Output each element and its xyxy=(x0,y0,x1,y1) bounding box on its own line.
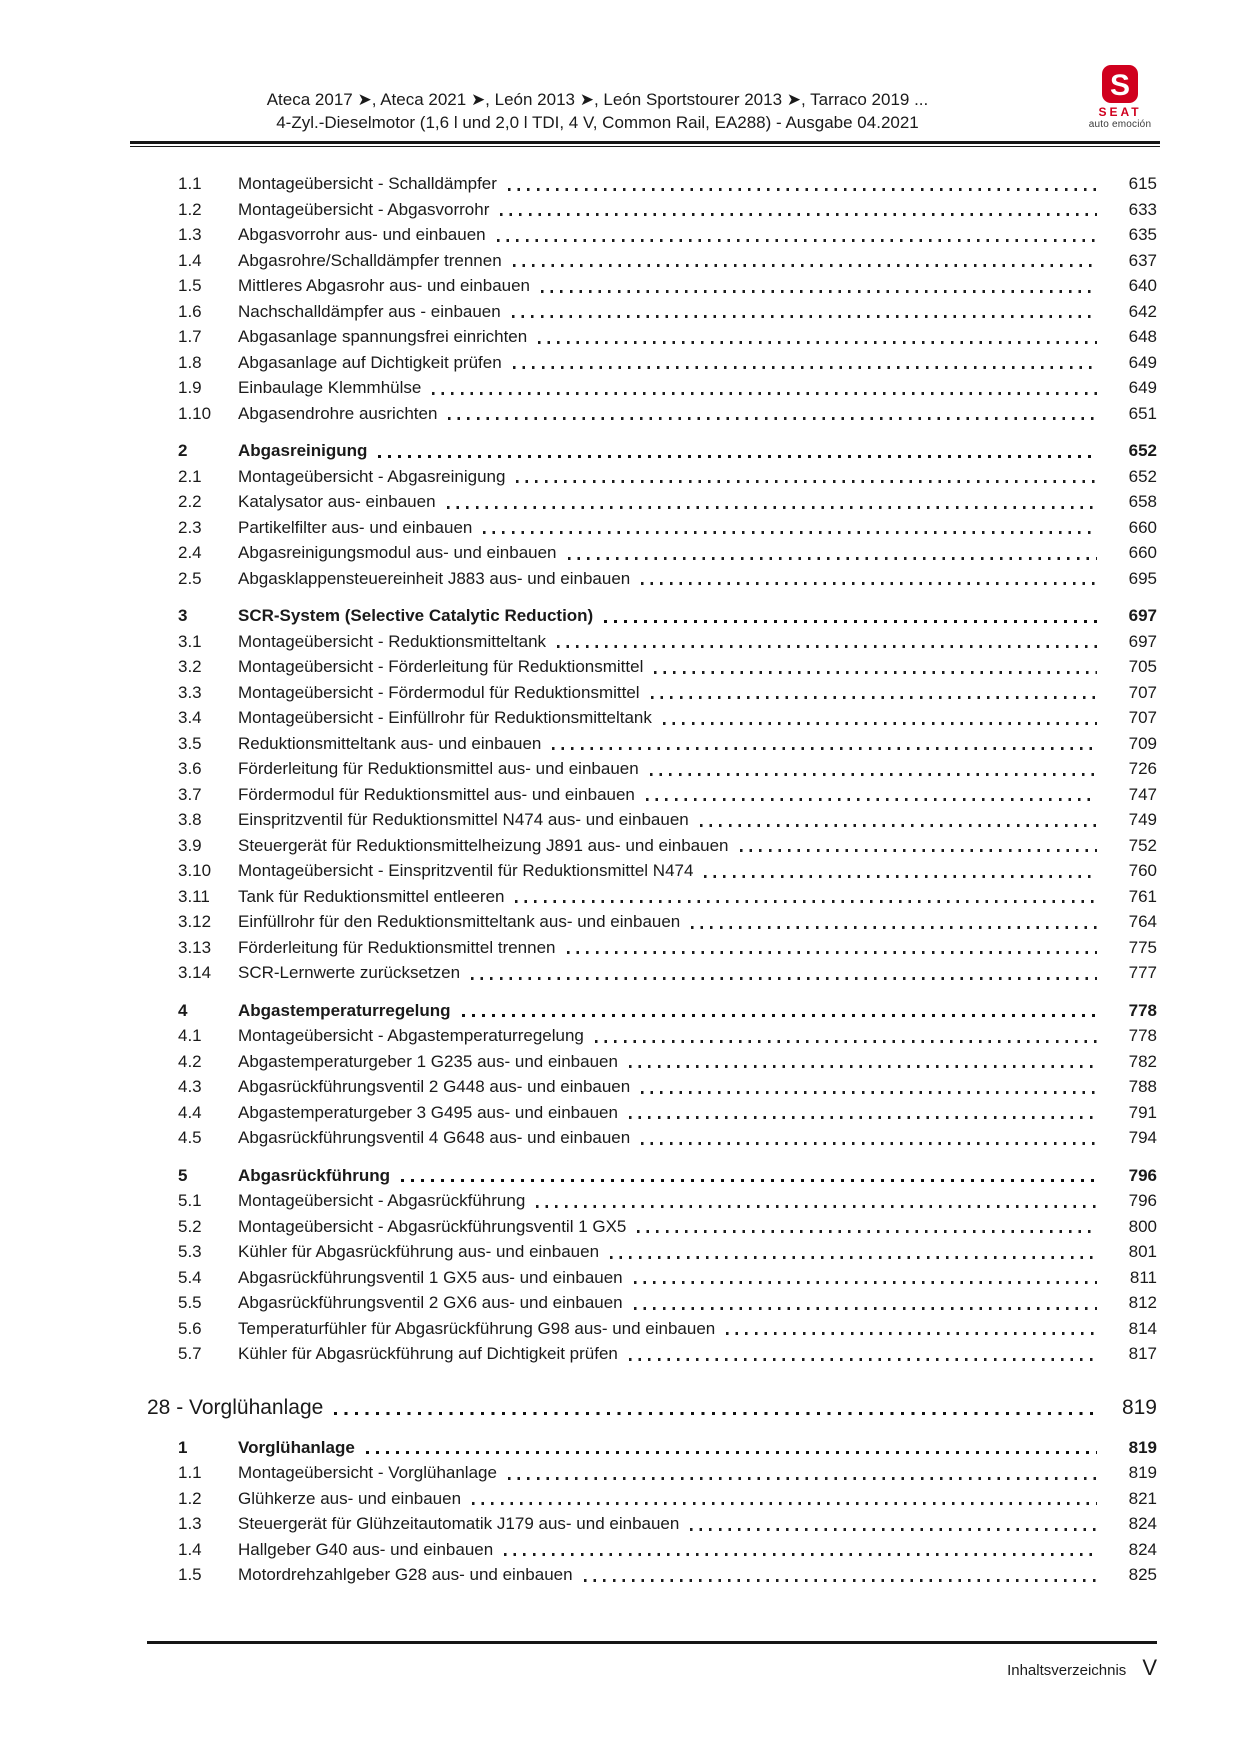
toc-row xyxy=(147,680,1157,706)
toc-leader-dots xyxy=(604,620,1097,623)
toc-entry-title: Reduktionsmitteltank aus- und einbauen xyxy=(238,733,542,753)
toc-row xyxy=(147,438,1157,464)
toc-row xyxy=(147,197,1157,223)
toc-leader-dots xyxy=(557,645,1097,648)
toc-entry-number: 4.2 xyxy=(178,1051,202,1071)
toc-entry-number: 1.6 xyxy=(178,301,202,321)
toc-row xyxy=(147,1435,1157,1461)
toc-entry-page: 697 xyxy=(1128,631,1157,651)
toc-entry-title: Fördermodul für Reduktionsmittel aus- und einbauen xyxy=(238,784,635,804)
toc-row xyxy=(147,1265,1157,1291)
toc-entry-page: 615 xyxy=(1128,174,1157,193)
toc-entry-title: Montageübersicht - Reduktionsmitteltank xyxy=(238,631,547,651)
toc-entry-page: 777 xyxy=(1128,963,1157,982)
toc-entry-page: 819 xyxy=(1121,1395,1157,1419)
toc-entry-page: 649 xyxy=(1128,378,1157,397)
toc-entry-title: Steuergerät für Reduktionsmittelheizung J891 aus- und einbauen xyxy=(238,835,729,855)
toc-row xyxy=(147,515,1157,541)
toc-row xyxy=(147,299,1157,325)
toc-leader-dots xyxy=(641,582,1097,585)
toc-entry-page: 782 xyxy=(1128,1051,1157,1071)
toc-entry-number: 5.2 xyxy=(178,1216,202,1236)
toc-entry-number: 1.4 xyxy=(178,1539,202,1559)
toc-leader-dots xyxy=(447,506,1097,509)
toc-entry-number: 1.2 xyxy=(178,199,202,219)
toc-entry-page: 695 xyxy=(1128,568,1157,588)
toc-entry-page: 778 xyxy=(1128,1026,1157,1045)
toc-entry-number: 1.3 xyxy=(178,225,202,244)
toc-leader-dots xyxy=(690,1528,1097,1531)
toc-entry-number: 4.3 xyxy=(178,1077,202,1096)
seat-slogan: auto emoción xyxy=(1088,119,1152,130)
toc-entry-number: 2.2 xyxy=(178,492,202,511)
toc-leader-dots xyxy=(508,1477,1097,1480)
toc-entry-title: Montageübersicht - Abgasreinigung xyxy=(238,466,506,486)
toc-leader-dots xyxy=(541,290,1097,293)
toc-entry-page: 649 xyxy=(1128,352,1157,372)
toc-entry-number: 4.4 xyxy=(178,1102,202,1122)
toc-leader-dots xyxy=(646,798,1097,801)
seat-emblem-icon xyxy=(1101,64,1139,104)
toc-row xyxy=(147,375,1157,401)
toc-leader-dots xyxy=(471,977,1097,980)
toc-entry-title: Katalysator aus- einbauen xyxy=(238,492,436,511)
toc-leader-dots xyxy=(641,1142,1097,1145)
toc-leader-dots xyxy=(448,417,1097,420)
toc-entry-page: 824 xyxy=(1128,1539,1157,1559)
toc-row xyxy=(147,1125,1157,1151)
toc-leader-dots xyxy=(567,951,1098,954)
toc-entry-page: 707 xyxy=(1128,708,1157,727)
toc-row xyxy=(147,909,1157,935)
footer-section-label: Inhaltsverzeichnis xyxy=(1007,1662,1127,1679)
toc-entry-page: 761 xyxy=(1128,886,1157,906)
toc-entry-number: 4.1 xyxy=(178,1026,202,1045)
toc-row xyxy=(147,464,1157,490)
toc-entry-title: SCR-System (Selective Catalytic Reduction) xyxy=(238,606,594,625)
toc-entry-title: Steuergerät für Glühzeitautomatik J179 aus- und einbauen xyxy=(238,1514,680,1533)
toc-entry-title: Montageübersicht - Einspritzventil für Reduktionsmittel N474 xyxy=(238,861,694,880)
toc-entry-number: 3.10 xyxy=(178,861,212,880)
toc-entry-title: Einbaulage Klemmhülse xyxy=(238,378,422,397)
toc-entry-title: Abgasanlage auf Dichtigkeit prüfen xyxy=(238,352,502,372)
toc-leader-dots xyxy=(432,392,1097,395)
toc-row xyxy=(147,1023,1157,1049)
toc-entry-page: 652 xyxy=(1128,466,1157,486)
toc-leader-dots xyxy=(663,722,1097,725)
toc-leader-dots xyxy=(500,213,1097,216)
toc-entry-number: 1.10 xyxy=(178,403,212,423)
toc-entry-page: 817 xyxy=(1128,1344,1157,1363)
header-rule xyxy=(130,141,1160,147)
toc-entry-page: 637 xyxy=(1128,250,1157,270)
toc-entry-page: 801 xyxy=(1128,1242,1157,1261)
toc-entry-number: 3.12 xyxy=(178,912,212,931)
toc-entry-title: Förderleitung für Reduktionsmittel trennen xyxy=(238,937,556,957)
toc-entry-title: Nachschalldämpfer aus - einbauen xyxy=(238,301,501,321)
seat-wordmark: SEAT xyxy=(1098,105,1142,119)
toc-entry-title: Abgasrückführungsventil 2 G448 aus- und einbauen xyxy=(238,1077,631,1096)
toc-entry-number: 3.8 xyxy=(178,810,202,829)
toc-entry-title: Partikelfilter aus- und einbauen xyxy=(238,517,473,537)
toc-entry-title: Montageübersicht - Abgasvorrohr xyxy=(238,199,490,219)
toc-entry-page: 760 xyxy=(1128,861,1157,880)
toc-leader-dots xyxy=(654,671,1097,674)
toc-row xyxy=(147,960,1157,986)
toc-entry-page: 764 xyxy=(1128,912,1157,931)
toc-entry-title: Abgastemperaturgeber 3 G495 aus- und einbauen xyxy=(238,1102,618,1122)
toc-entry-number: 3.4 xyxy=(178,708,202,727)
toc-entry-number: 1.9 xyxy=(178,378,202,397)
toc-leader-dots xyxy=(378,455,1097,458)
toc-leader-dots xyxy=(516,480,1097,483)
toc-row xyxy=(147,540,1157,566)
toc-leader-dots xyxy=(513,264,1097,267)
toc-row xyxy=(147,603,1157,629)
toc-leader-dots xyxy=(629,1116,1097,1119)
toc-leader-dots xyxy=(634,1281,1097,1284)
toc-leader-dots xyxy=(650,773,1097,776)
toc-leader-dots xyxy=(629,1358,1097,1361)
toc-entry-title: Abgasvorrohr aus- und einbauen xyxy=(238,225,486,244)
toc-entry-page: 796 xyxy=(1128,1165,1157,1185)
toc-leader-dots xyxy=(366,1451,1097,1454)
toc-entry-number: 4 xyxy=(178,1000,188,1020)
toc-entry-number: 3.9 xyxy=(178,835,202,855)
footer-rule xyxy=(147,1641,1157,1644)
toc-row xyxy=(147,1188,1157,1214)
header-engine-line: 4-Zyl.-Dieselmotor (1,6 l und 2,0 l TDI, 4 V, Common Rail, EA288) - Ausgabe 04.2021 xyxy=(276,113,919,132)
toc-entry-page: 633 xyxy=(1128,199,1157,219)
toc-leader-dots xyxy=(726,1332,1097,1335)
toc-row xyxy=(147,1163,1157,1189)
toc-entry-title: Förderleitung für Reduktionsmittel aus- und einbauen xyxy=(238,759,639,778)
toc-entry-number: 3.1 xyxy=(178,631,202,651)
toc-leader-dots xyxy=(483,531,1097,534)
toc-leader-dots xyxy=(334,1412,1097,1415)
toc-row xyxy=(147,222,1157,248)
toc-entry-page: 660 xyxy=(1128,543,1157,562)
header-models-line: Ateca 2017 ➤, Ateca 2021 ➤, León 2013 ➤, León Sportstourer 2013 ➤, Tarraco 2019 ... xyxy=(266,90,929,109)
toc-entry-page: 707 xyxy=(1128,682,1157,702)
toc-entry-title: Temperaturfühler für Abgasrückführung G98 aus- und einbauen xyxy=(238,1318,716,1338)
toc-entry-page: 794 xyxy=(1128,1128,1157,1147)
toc-entry-page: 788 xyxy=(1128,1077,1157,1096)
toc-leader-dots xyxy=(740,849,1098,852)
toc-row xyxy=(147,1486,1157,1512)
toc-entry-page: 705 xyxy=(1128,657,1157,676)
toc-entry-page: 812 xyxy=(1128,1293,1157,1312)
toc-row xyxy=(147,654,1157,680)
toc-entry-page: 635 xyxy=(1128,225,1157,244)
toc-row xyxy=(147,833,1157,859)
toc-entry-number: 5.1 xyxy=(178,1191,202,1210)
toc-entry-page: 709 xyxy=(1128,733,1157,753)
toc-entry-number: 3.6 xyxy=(178,759,202,778)
toc-entry-number: 3.11 xyxy=(178,886,210,906)
toc-entry-number: 2.3 xyxy=(178,517,202,537)
toc-leader-dots xyxy=(568,557,1097,560)
toc-entry-number: 3.5 xyxy=(178,733,202,753)
toc-leader-dots xyxy=(651,696,1097,699)
toc-entry-title: Montageübersicht - Abgasrückführungsventil 1 GX5 xyxy=(238,1216,627,1236)
toc-entry-number: 5 xyxy=(178,1165,188,1185)
toc-entry-number: 1.8 xyxy=(178,352,202,372)
toc-entry-number: 4.5 xyxy=(178,1128,202,1147)
toc-entry-number: 3 xyxy=(178,606,188,625)
toc-entry-page: 640 xyxy=(1128,276,1157,295)
toc-row xyxy=(147,1074,1157,1100)
toc-row xyxy=(147,884,1157,910)
footer-page-number: V xyxy=(1142,1655,1157,1680)
toc-leader-dots xyxy=(401,1179,1097,1182)
svg-text:S: S xyxy=(1109,69,1131,102)
toc-entry-page: 824 xyxy=(1128,1514,1157,1533)
toc-entry-title: Abgasrückführungsventil 4 G648 aus- und einbauen xyxy=(238,1128,631,1147)
toc-entry-number: 1.1 xyxy=(178,1463,202,1482)
toc-entry-page: 814 xyxy=(1128,1318,1157,1338)
toc-leader-dots xyxy=(515,900,1097,903)
toc-entry-page: 819 xyxy=(1128,1463,1157,1482)
toc-entry-number: 2.4 xyxy=(178,543,202,562)
toc-entry-title: Motordrehzahlgeber G28 aus- und einbauen xyxy=(238,1565,573,1584)
toc-entry-page: 749 xyxy=(1128,810,1157,829)
toc-entry-page: 747 xyxy=(1128,784,1157,804)
toc-leader-dots xyxy=(504,1553,1097,1556)
toc-entry-title: Hallgeber G40 aus- und einbauen xyxy=(238,1539,494,1559)
toc-entry-page: 775 xyxy=(1128,937,1157,957)
toc-entry-number: 1.3 xyxy=(178,1514,202,1533)
toc-entry-page: 651 xyxy=(1128,403,1157,423)
toc-row xyxy=(147,1460,1157,1486)
toc-entry-page: 697 xyxy=(1128,606,1157,625)
toc-entry-page: 821 xyxy=(1128,1488,1157,1508)
toc-entry-title: Abgasklappensteuereinheit J883 aus- und einbauen xyxy=(238,568,631,588)
toc-leader-dots xyxy=(552,747,1097,750)
toc-entry-title: Abgasrückführungsventil 1 GX5 aus- und einbauen xyxy=(238,1267,623,1287)
toc-entry-number: 3.13 xyxy=(178,937,212,957)
toc-leader-dots xyxy=(508,188,1097,191)
toc-row xyxy=(147,935,1157,961)
toc-entry-title: Abgasreinigungsmodul aus- und einbauen xyxy=(238,543,557,562)
toc-entry-title: Mittleres Abgasrohr aus- und einbauen xyxy=(238,276,531,295)
toc-row xyxy=(147,489,1157,515)
toc-entry-title: SCR-Lernwerte zurücksetzen xyxy=(238,963,461,982)
toc-row xyxy=(147,731,1157,757)
toc-entry-title: Einfüllrohr für den Reduktionsmitteltank aus- und einbauen xyxy=(238,912,681,931)
toc-entry-page: 791 xyxy=(1128,1102,1157,1122)
toc-entry-title: Vorglühanlage xyxy=(238,1437,355,1457)
toc-entry-number: 1 xyxy=(178,1437,188,1457)
toc-entry-page: 778 xyxy=(1128,1000,1157,1020)
toc-entry-number: 5.4 xyxy=(178,1267,202,1287)
toc-entry-title: Abgasrückführung xyxy=(238,1165,391,1185)
toc-entry-number: 1.7 xyxy=(178,327,202,346)
toc-row xyxy=(147,1100,1157,1126)
toc-row xyxy=(147,1341,1157,1367)
seat-logo xyxy=(1088,64,1152,130)
toc-leader-dots xyxy=(472,1502,1097,1505)
page-footer xyxy=(147,1655,1157,1681)
page-header xyxy=(130,88,1065,134)
toc-row xyxy=(147,1392,1157,1423)
toc-leader-dots xyxy=(497,239,1097,242)
toc-entry-title: Montageübersicht - Vorglühanlage xyxy=(238,1463,497,1482)
toc-entry-title: Montageübersicht - Einfüllrohr für Reduktionsmitteltank xyxy=(238,708,652,727)
toc-entry-page: 819 xyxy=(1128,1437,1157,1457)
toc-row xyxy=(147,807,1157,833)
toc-row xyxy=(147,1537,1157,1563)
toc-entry-page: 825 xyxy=(1128,1565,1157,1584)
toc-row xyxy=(147,705,1157,731)
toc-entry-number: 2.5 xyxy=(178,568,202,588)
toc-row xyxy=(147,858,1157,884)
toc-leader-dots xyxy=(584,1579,1097,1582)
toc-row xyxy=(147,566,1157,592)
toc-row xyxy=(147,1316,1157,1342)
toc-leader-dots xyxy=(462,1014,1097,1017)
toc-leader-dots xyxy=(637,1230,1097,1233)
toc-row xyxy=(147,324,1157,350)
toc-entry-title: Tank für Reduktionsmittel entleeren xyxy=(238,886,505,906)
toc-entry-title: Abgasrohre/Schalldämpfer trennen xyxy=(238,250,502,270)
toc-entry-page: 726 xyxy=(1128,759,1157,778)
toc-entry-title: Abgasrückführungsventil 2 GX6 aus- und einbauen xyxy=(238,1293,623,1312)
toc-entry-page: 648 xyxy=(1128,327,1157,346)
toc-row xyxy=(147,1049,1157,1075)
toc-entry-title: Montageübersicht - Abgasrückführung xyxy=(238,1191,526,1210)
toc-leader-dots xyxy=(700,824,1097,827)
toc-entry-page: 658 xyxy=(1128,492,1157,511)
toc-entry-page: 811 xyxy=(1129,1267,1157,1287)
toc-leader-dots xyxy=(610,1256,1097,1259)
toc-entry-title: Montageübersicht - Fördermodul für Reduktionsmittel xyxy=(238,682,640,702)
toc-row xyxy=(147,273,1157,299)
toc-leader-dots xyxy=(512,315,1097,318)
toc-leader-dots xyxy=(538,341,1097,344)
toc-entry-title: Einspritzventil für Reduktionsmittel N474 aus- und einbauen xyxy=(238,810,689,829)
toc-entry-number: 1.2 xyxy=(178,1488,202,1508)
toc-entry-number: 5.5 xyxy=(178,1293,202,1312)
toc-entry-page: 642 xyxy=(1128,301,1157,321)
toc-entry-number: 5.7 xyxy=(178,1344,202,1363)
toc-entry-number: 2.1 xyxy=(178,466,202,486)
toc-entry-page: 796 xyxy=(1128,1191,1157,1210)
toc-row xyxy=(147,998,1157,1024)
toc-entry-title: Kühler für Abgasrückführung auf Dichtigkeit prüfen xyxy=(238,1344,618,1363)
toc-leader-dots xyxy=(536,1205,1097,1208)
toc-entry-number: 5.6 xyxy=(178,1318,202,1338)
toc-entry-title: Glühkerze aus- und einbauen xyxy=(238,1488,462,1508)
toc-entry-number: 1.1 xyxy=(178,174,202,193)
toc-leader-dots xyxy=(629,1065,1097,1068)
toc-entry-page: 660 xyxy=(1128,517,1157,537)
toc-entry-title: Montageübersicht - Förderleitung für Reduktionsmittel xyxy=(238,657,644,676)
toc-entry-number: 3.14 xyxy=(178,963,212,982)
toc-row xyxy=(147,1239,1157,1265)
toc-entry-number: 5.3 xyxy=(178,1242,202,1261)
toc-row xyxy=(147,1511,1157,1537)
toc-leader-dots xyxy=(513,366,1097,369)
toc-row xyxy=(147,756,1157,782)
toc-entry-title: 28 - Vorglühanlage xyxy=(147,1395,324,1419)
toc-entry-number: 1.5 xyxy=(178,1565,202,1584)
toc-entry-number: 1.4 xyxy=(178,250,202,270)
toc-entry-number: 3.2 xyxy=(178,657,202,676)
toc-entry-page: 752 xyxy=(1128,835,1157,855)
toc-entry-title: Abgastemperaturgeber 1 G235 aus- und einbauen xyxy=(238,1051,618,1071)
toc-row xyxy=(147,350,1157,376)
toc-entry-title: Montageübersicht - Abgastemperaturregelung xyxy=(238,1026,584,1045)
toc-entry-number: 3.3 xyxy=(178,682,202,702)
table-of-contents xyxy=(147,171,1157,1588)
toc-entry-number: 2 xyxy=(178,441,188,460)
toc-leader-dots xyxy=(641,1091,1097,1094)
toc-row xyxy=(147,1562,1157,1588)
toc-entry-number: 3.7 xyxy=(178,784,202,804)
toc-leader-dots xyxy=(634,1307,1097,1310)
toc-entry-title: Abgastemperaturregelung xyxy=(238,1000,451,1020)
toc-row xyxy=(147,1214,1157,1240)
toc-entry-page: 652 xyxy=(1128,441,1157,460)
toc-leader-dots xyxy=(704,875,1097,878)
toc-entry-title: Abgasendrohre ausrichten xyxy=(238,403,438,423)
toc-entry-title: Montageübersicht - Schalldämpfer xyxy=(238,174,497,193)
toc-entry-title: Abgasreinigung xyxy=(238,441,368,460)
toc-entry-title: Kühler für Abgasrückführung aus- und einbauen xyxy=(238,1242,600,1261)
toc-row xyxy=(147,629,1157,655)
toc-row xyxy=(147,782,1157,808)
toc-row xyxy=(147,401,1157,427)
toc-entry-number: 1.5 xyxy=(178,276,202,295)
toc-row xyxy=(147,248,1157,274)
toc-row xyxy=(147,1290,1157,1316)
toc-row xyxy=(147,171,1157,197)
toc-entry-title: Abgasanlage spannungsfrei einrichten xyxy=(238,327,528,346)
toc-leader-dots xyxy=(595,1040,1097,1043)
toc-leader-dots xyxy=(691,926,1097,929)
toc-entry-page: 800 xyxy=(1128,1216,1157,1236)
